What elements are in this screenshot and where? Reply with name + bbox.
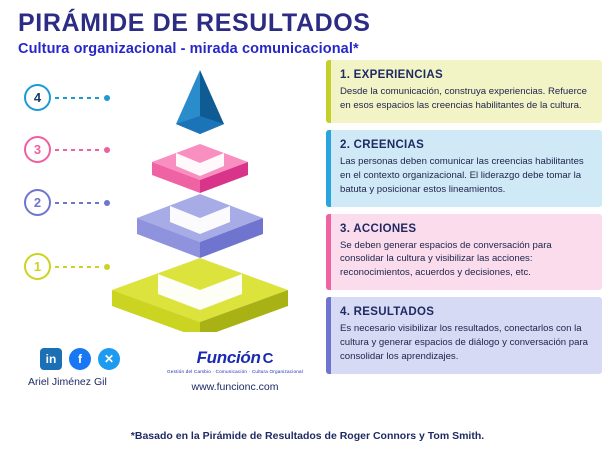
pyramid-step-2 bbox=[24, 189, 110, 216]
panel-title: 2. CREENCIAS bbox=[340, 138, 425, 151]
panel-resultados bbox=[326, 297, 602, 374]
pyramid-step-1 bbox=[24, 253, 110, 280]
pyramid-step-3 bbox=[24, 136, 110, 163]
connector-line-4 bbox=[55, 97, 103, 99]
author-name: Ariel Jiménez Gil bbox=[28, 376, 107, 388]
connector-line-2 bbox=[55, 202, 103, 204]
panel-title: 1. EXPERIENCIAS bbox=[340, 69, 443, 81]
step-number-3: 3 bbox=[24, 136, 51, 163]
page-subtitle: Cultura organizacional - mirada comunicacional* bbox=[18, 41, 359, 58]
brand-mark-icon: C bbox=[262, 350, 274, 367]
panel-title: 3. ACCIONES bbox=[340, 222, 417, 235]
brand-url[interactable]: www.funcionc.com bbox=[191, 381, 279, 393]
pyramid-diagram bbox=[0, 62, 310, 362]
footer bbox=[0, 348, 320, 393]
brand-block bbox=[160, 348, 310, 393]
pyramid-layers bbox=[100, 62, 310, 322]
pyramid-svg bbox=[100, 62, 310, 332]
panel-accent-bar bbox=[326, 130, 331, 207]
panel-accent-bar bbox=[326, 214, 331, 291]
twitter-x-icon[interactable]: ✕ bbox=[98, 348, 120, 370]
source-note: *Basado en la Pirámide de Resultados de Roger Connors y Tom Smith. bbox=[130, 430, 485, 442]
panel-creencias bbox=[326, 130, 602, 207]
panel-text: Se deben generar espacios de conversación para consolidar la cultura y visibilizar las acciones: reconocimientos, acuerdos y decisiones, etc. bbox=[340, 239, 552, 279]
header bbox=[0, 0, 615, 57]
connector-line-3 bbox=[55, 149, 103, 151]
page-title: PIRÁMIDE DE RESULTADOS bbox=[18, 9, 371, 37]
brand-name: Función bbox=[196, 348, 261, 367]
panel-text: Es necesario visibilizar los resultados, conectarlos con la cultura y generar espacios de diálogo y conversación para consolidar los aprendizajes. bbox=[340, 323, 588, 363]
panel-title: 4. RESULTADOS bbox=[340, 306, 435, 319]
panel-experiencias bbox=[326, 60, 602, 123]
panel-text: Las personas deben comunicar las creencias habilitantes en el contexto organizacional. El liderazgo debe tomar la batuta y posicionar estos lineamientos. bbox=[340, 155, 584, 195]
linkedin-icon[interactable]: in bbox=[40, 348, 62, 370]
panel-acciones bbox=[326, 214, 602, 291]
panel-list bbox=[326, 60, 602, 381]
panel-accent-bar bbox=[326, 60, 331, 123]
panel-accent-bar bbox=[326, 297, 331, 374]
facebook-icon[interactable]: f bbox=[69, 348, 91, 370]
pyramid-step-4 bbox=[24, 84, 110, 111]
step-number-4: 4 bbox=[24, 84, 51, 111]
step-number-1: 1 bbox=[24, 253, 51, 280]
brand-tagline: Gestión del Cambio · Comunicación · Cultura Organizacional bbox=[167, 369, 303, 374]
connector-line-1 bbox=[55, 266, 103, 268]
step-number-2: 2 bbox=[24, 189, 51, 216]
panel-text: Desde la comunicación, construya experiencias. Refuerce en esos espacios las creencias habilitantes de la cultura. bbox=[340, 86, 587, 111]
